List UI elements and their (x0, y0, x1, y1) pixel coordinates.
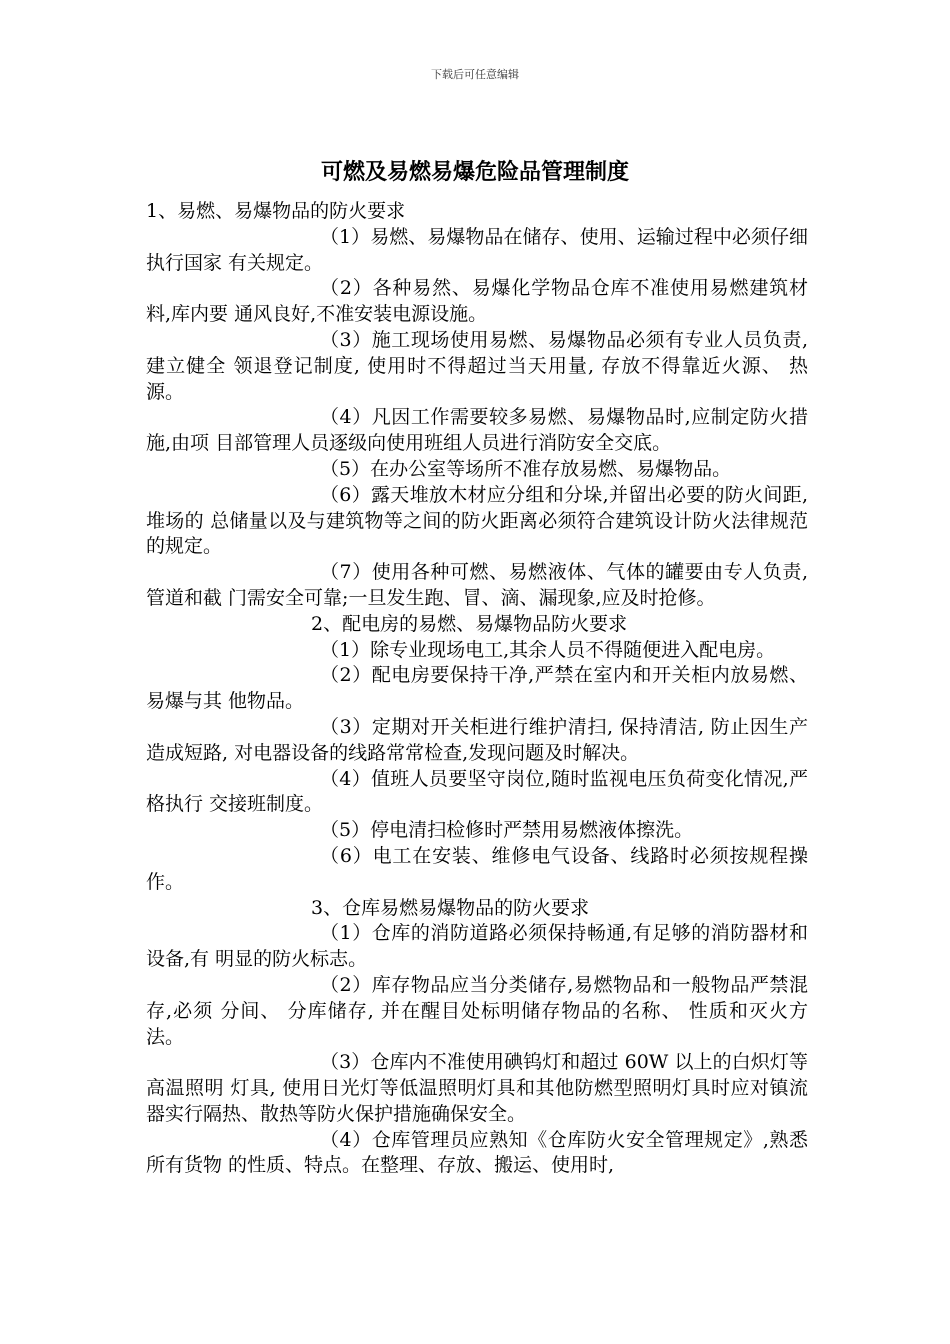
section-1-item-7: （7）使用各种可燃、易燃液体、气体的罐要由专人负责,管道和截 门需安全可靠;一旦发生跑、冒、滴、漏现象,应及时抢修。 (146, 561, 808, 609)
section-1-item-3: （3）施工现场使用易燃、易爆物品必须有专业人员负责,建立健全 领退登记制度, 使用时不得超过当天用量, 存放不得靠近火源、 热源。 (146, 328, 808, 403)
section-3-item-1: （1）仓库的消防道路必须保持畅通,有足够的消防器材和设备,有 明显的防火标志。 (146, 922, 808, 971)
section-1-item-2: （2）各种易然、易爆化学物品仓库不准使用易燃建筑材料,库内要 通风良好,不准安装电源设施。 (146, 277, 808, 326)
section-heading-3: 3、仓库易燃易爆物品的防火要求 (311, 896, 590, 919)
section-heading-2: 2、配电房的易燃、易爆物品防火要求 (311, 612, 628, 635)
section-2-item-4: （4）值班人员要坚守岗位,随时监视电压负荷变化情况,严格执行 交接班制度。 (146, 767, 808, 816)
section-1-item-1: （1）易燃、易爆物品在储存、使用、运输过程中必须仔细执行国家 有关规定。 (146, 225, 808, 274)
page-header-note: 下载后可任意编辑 (431, 68, 519, 81)
section-1-item-4: （4）凡因工作需要较多易燃、易爆物品时,应制定防火措施,由项 目部管理人员逐级向使用班组人员进行消防安全交底。 (146, 406, 808, 455)
document-body (146, 199, 808, 1179)
section-1-item-5: （5）在办公室等场所不准存放易燃、易爆物品。 (320, 457, 732, 480)
section-2-item-6: （6）电工在安装、维修电气设备、线路时必须按规程操作。 (146, 844, 808, 893)
section-2-item-2: （2）配电房要保持干净,严禁在室内和开关柜内放易燃、易爆与其 他物品。 (146, 664, 808, 713)
section-1-item-6: （6）露天堆放木材应分组和分垛,并留出必要的防火间距,堆场的 总储量以及与建筑物等之间的防火距离必须符合建筑设计防火法律规范 的规定。 (146, 483, 808, 558)
section-heading-1: 1、易燃、易爆物品的防火要求 (146, 200, 406, 222)
section-3-item-2: （2）库存物品应当分类储存,易燃物品和一般物品严禁混存,必须 分间、 分库储存, 并在醒目处标明储存物品的名称、 性质和灭火方法。 (146, 973, 808, 1048)
section-2-item-1: （1）除专业现场电工,其余人员不得随便进入配电房。 (320, 638, 776, 661)
section-3-item-4: （4）仓库管理员应熟知《仓库防火安全管理规定》,熟悉所有货物 的性质、特点。在整理、存放、搬运、使用时, (146, 1128, 808, 1177)
section-2-item-3: （3）定期对开关柜进行维护清扫, 保持清洁, 防止因生产造成短路, 对电器设备的线路常常检查,发现问题及时解决。 (146, 715, 808, 764)
document-title: 可燃及易燃易爆危险品管理制度 (320, 159, 629, 185)
section-3-item-3: （3）仓库内不准使用碘钨灯和超过 60W 以上的白炽灯等高温照明 灯具, 使用日光灯等低温照明灯具和其他防燃型照明灯具时应对镇流 器实行隔热、散热等防火保护措施确保安全。 (146, 1051, 808, 1125)
section-2-item-5: （5）停电清扫检修时严禁用易燃液体擦洗。 (320, 819, 694, 842)
